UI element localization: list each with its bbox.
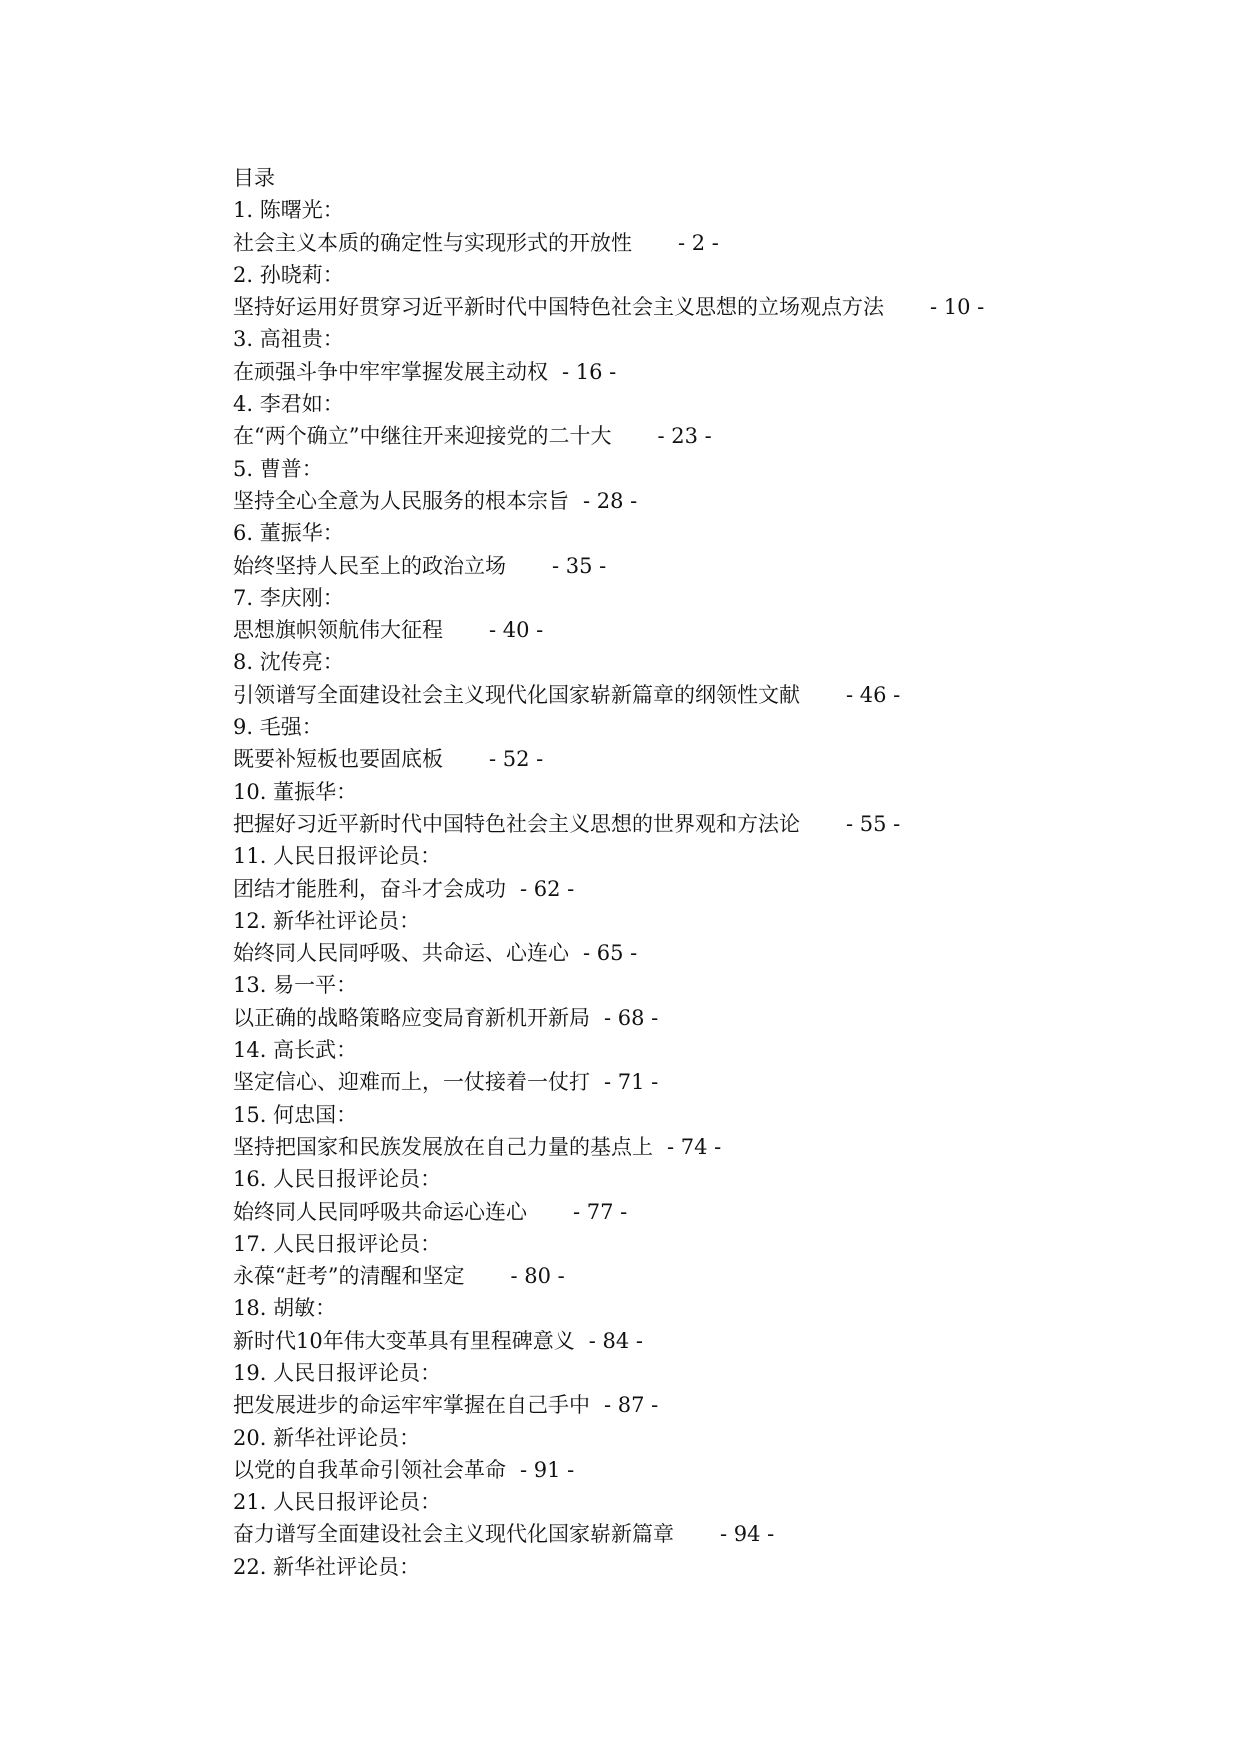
toc-entry-author: 12. 新华社评论员： [233,908,421,933]
toc-entry-title-text: 奋力谱写全面建设社会主义现代化国家崭新篇章 [233,1522,674,1547]
toc-entry-title[interactable] [233,1002,1193,1034]
toc-entry-author: 4. 李君如： [233,392,344,417]
toc-entry-title[interactable] [233,1066,1193,1098]
toc-entry-page-number: - 2 - [678,230,719,255]
toc-entry-title[interactable] [233,1131,1193,1163]
toc-entry-page-number: - 46 - [846,682,901,707]
toc-entry-author: 6. 董振华： [233,521,344,546]
toc-entry-title-text: 坚持全心全意为人民服务的根本宗旨 [233,488,569,513]
toc-entry-title[interactable] [233,420,1193,452]
toc-entry-title[interactable] [233,1389,1193,1421]
toc-entry-title-text: 在顽强斗争中牢牢掌握发展主动权 [233,359,548,384]
toc-entry-page-number: - 55 - [846,811,901,836]
toc-entry-title-text: 以党的自我革命引领社会革命 [233,1457,506,1482]
toc-entry-title-text: 把发展进步的命运牢牢掌握在自己手中 [233,1393,590,1418]
toc-entry-author: 9. 毛强： [233,715,323,740]
toc-entry-title[interactable] [233,485,1193,517]
toc-entry-title[interactable] [233,550,1193,582]
toc-entry-title-text: 在“两个确立”中继往开来迎接党的二十大 [233,424,612,449]
toc-entry-title[interactable] [233,1196,1193,1228]
toc-entry-title-text: 坚持好运用好贯穿习近平新时代中国特色社会主义思想的立场观点方法 [233,295,884,320]
toc-entry-author: 21. 人民日报评论员： [233,1490,442,1515]
toc-entry-page-number: - 28 - [583,488,638,513]
toc-entry-author: 1. 陈曙光： [233,198,344,223]
toc-entry-page-number: - 71 - [604,1070,659,1095]
toc-entry-title-text: 坚定信心、迎难而上，一仗接着一仗打 [233,1070,590,1095]
toc-entry-title-text: 始终同人民同呼吸共命运心连心 [233,1199,527,1224]
toc-entry-title-text: 坚持把国家和民族发展放在自己力量的基点上 [233,1134,653,1159]
toc-entry-title-text: 永葆“赶考”的清醒和坚定 [233,1264,465,1289]
toc-entry-title[interactable] [233,356,1193,388]
toc-entry-title[interactable] [233,873,1193,905]
toc-entry-page-number: - 87 - [604,1393,659,1418]
toc-entry-page-number: - 74 - [667,1134,722,1159]
toc-entry-title-text: 引领谱写全面建设社会主义现代化国家崭新篇章的纲领性文献 [233,682,800,707]
toc-entry-author: 18. 胡敏： [233,1296,337,1321]
toc-entry-author: 8. 沈传亮： [233,650,344,675]
toc-entry-title[interactable] [233,679,1193,711]
toc-entry-author: 5. 曹普： [233,456,323,481]
toc-entry-page-number: - 91 - [520,1457,575,1482]
toc-entry-page-number: - 23 - [657,424,712,449]
toc-entry-author: 13. 易一平： [233,973,358,998]
toc-entry-page-number: - 62 - [520,876,575,901]
table-of-contents [233,162,1193,1583]
toc-entry-page-number: - 10 - [930,295,985,320]
toc-entry-author: 10. 董振华： [233,779,358,804]
toc-title: 目录 [233,166,275,190]
toc-entry-author: 17. 人民日报评论员： [233,1231,442,1256]
toc-entry-page-number: - 68 - [604,1005,659,1030]
toc-entry-author: 7. 李庆刚： [233,585,344,610]
toc-entry-page-number: - 40 - [489,618,544,643]
toc-entry-author: 22. 新华社评论员： [233,1554,421,1579]
toc-entry-title-text: 社会主义本质的确定性与实现形式的开放性 [233,230,632,255]
toc-entry-title[interactable] [233,808,1193,840]
toc-entry-author: 15. 何忠国： [233,1102,358,1127]
toc-entry-author: 3. 高祖贵： [233,327,344,352]
toc-entry-page-number: - 16 - [562,359,617,384]
toc-entry-title-text: 始终坚持人民至上的政治立场 [233,553,506,578]
toc-entry-author: 2. 孙晓莉： [233,262,344,287]
toc-entry-title[interactable] [233,1325,1193,1357]
toc-entry-page-number: - 94 - [720,1522,775,1547]
toc-entry-author: 20. 新华社评论员： [233,1425,421,1450]
toc-entry-title-text: 始终同人民同呼吸、共命运、心连心 [233,941,569,966]
toc-entry-title[interactable] [233,614,1193,646]
toc-entry-title[interactable] [233,1454,1193,1486]
toc-entry-title[interactable] [233,227,1193,259]
toc-entry-author: 11. 人民日报评论员： [233,844,442,869]
toc-entry-title[interactable] [233,1518,1193,1550]
toc-entry-page-number: - 52 - [489,747,544,772]
toc-entry-page-number: - 84 - [588,1328,643,1353]
toc-entry-title[interactable] [233,937,1193,969]
toc-entry-title[interactable] [233,1260,1193,1292]
toc-entry-author: 16. 人民日报评论员： [233,1167,442,1192]
toc-entry-page-number: - 65 - [583,941,638,966]
toc-entry-title-text: 思想旗帜领航伟大征程 [233,618,443,643]
toc-entry-title[interactable] [233,291,1193,323]
toc-entry-title-text: 把握好习近平新时代中国特色社会主义思想的世界观和方法论 [233,811,800,836]
toc-list [233,194,1193,1550]
toc-entry-author: 19. 人民日报评论员： [233,1360,442,1385]
toc-entry-title-text: 以正确的战略策略应变局育新机开新局 [233,1005,590,1030]
toc-entry-title-text: 团结才能胜利，奋斗才会成功 [233,876,506,901]
toc-entry-page-number: - 35 - [552,553,607,578]
toc-entry-title-text: 既要补短板也要固底板 [233,747,443,772]
toc-entry-title[interactable] [233,743,1193,775]
toc-entry-page-number: - 80 - [510,1264,565,1289]
toc-entry-page-number: - 77 - [573,1199,628,1224]
toc-entry-author: 14. 高长武： [233,1038,358,1063]
toc-entry-title-text: 新时代10年伟大变革具有里程碑意义 [233,1328,575,1353]
